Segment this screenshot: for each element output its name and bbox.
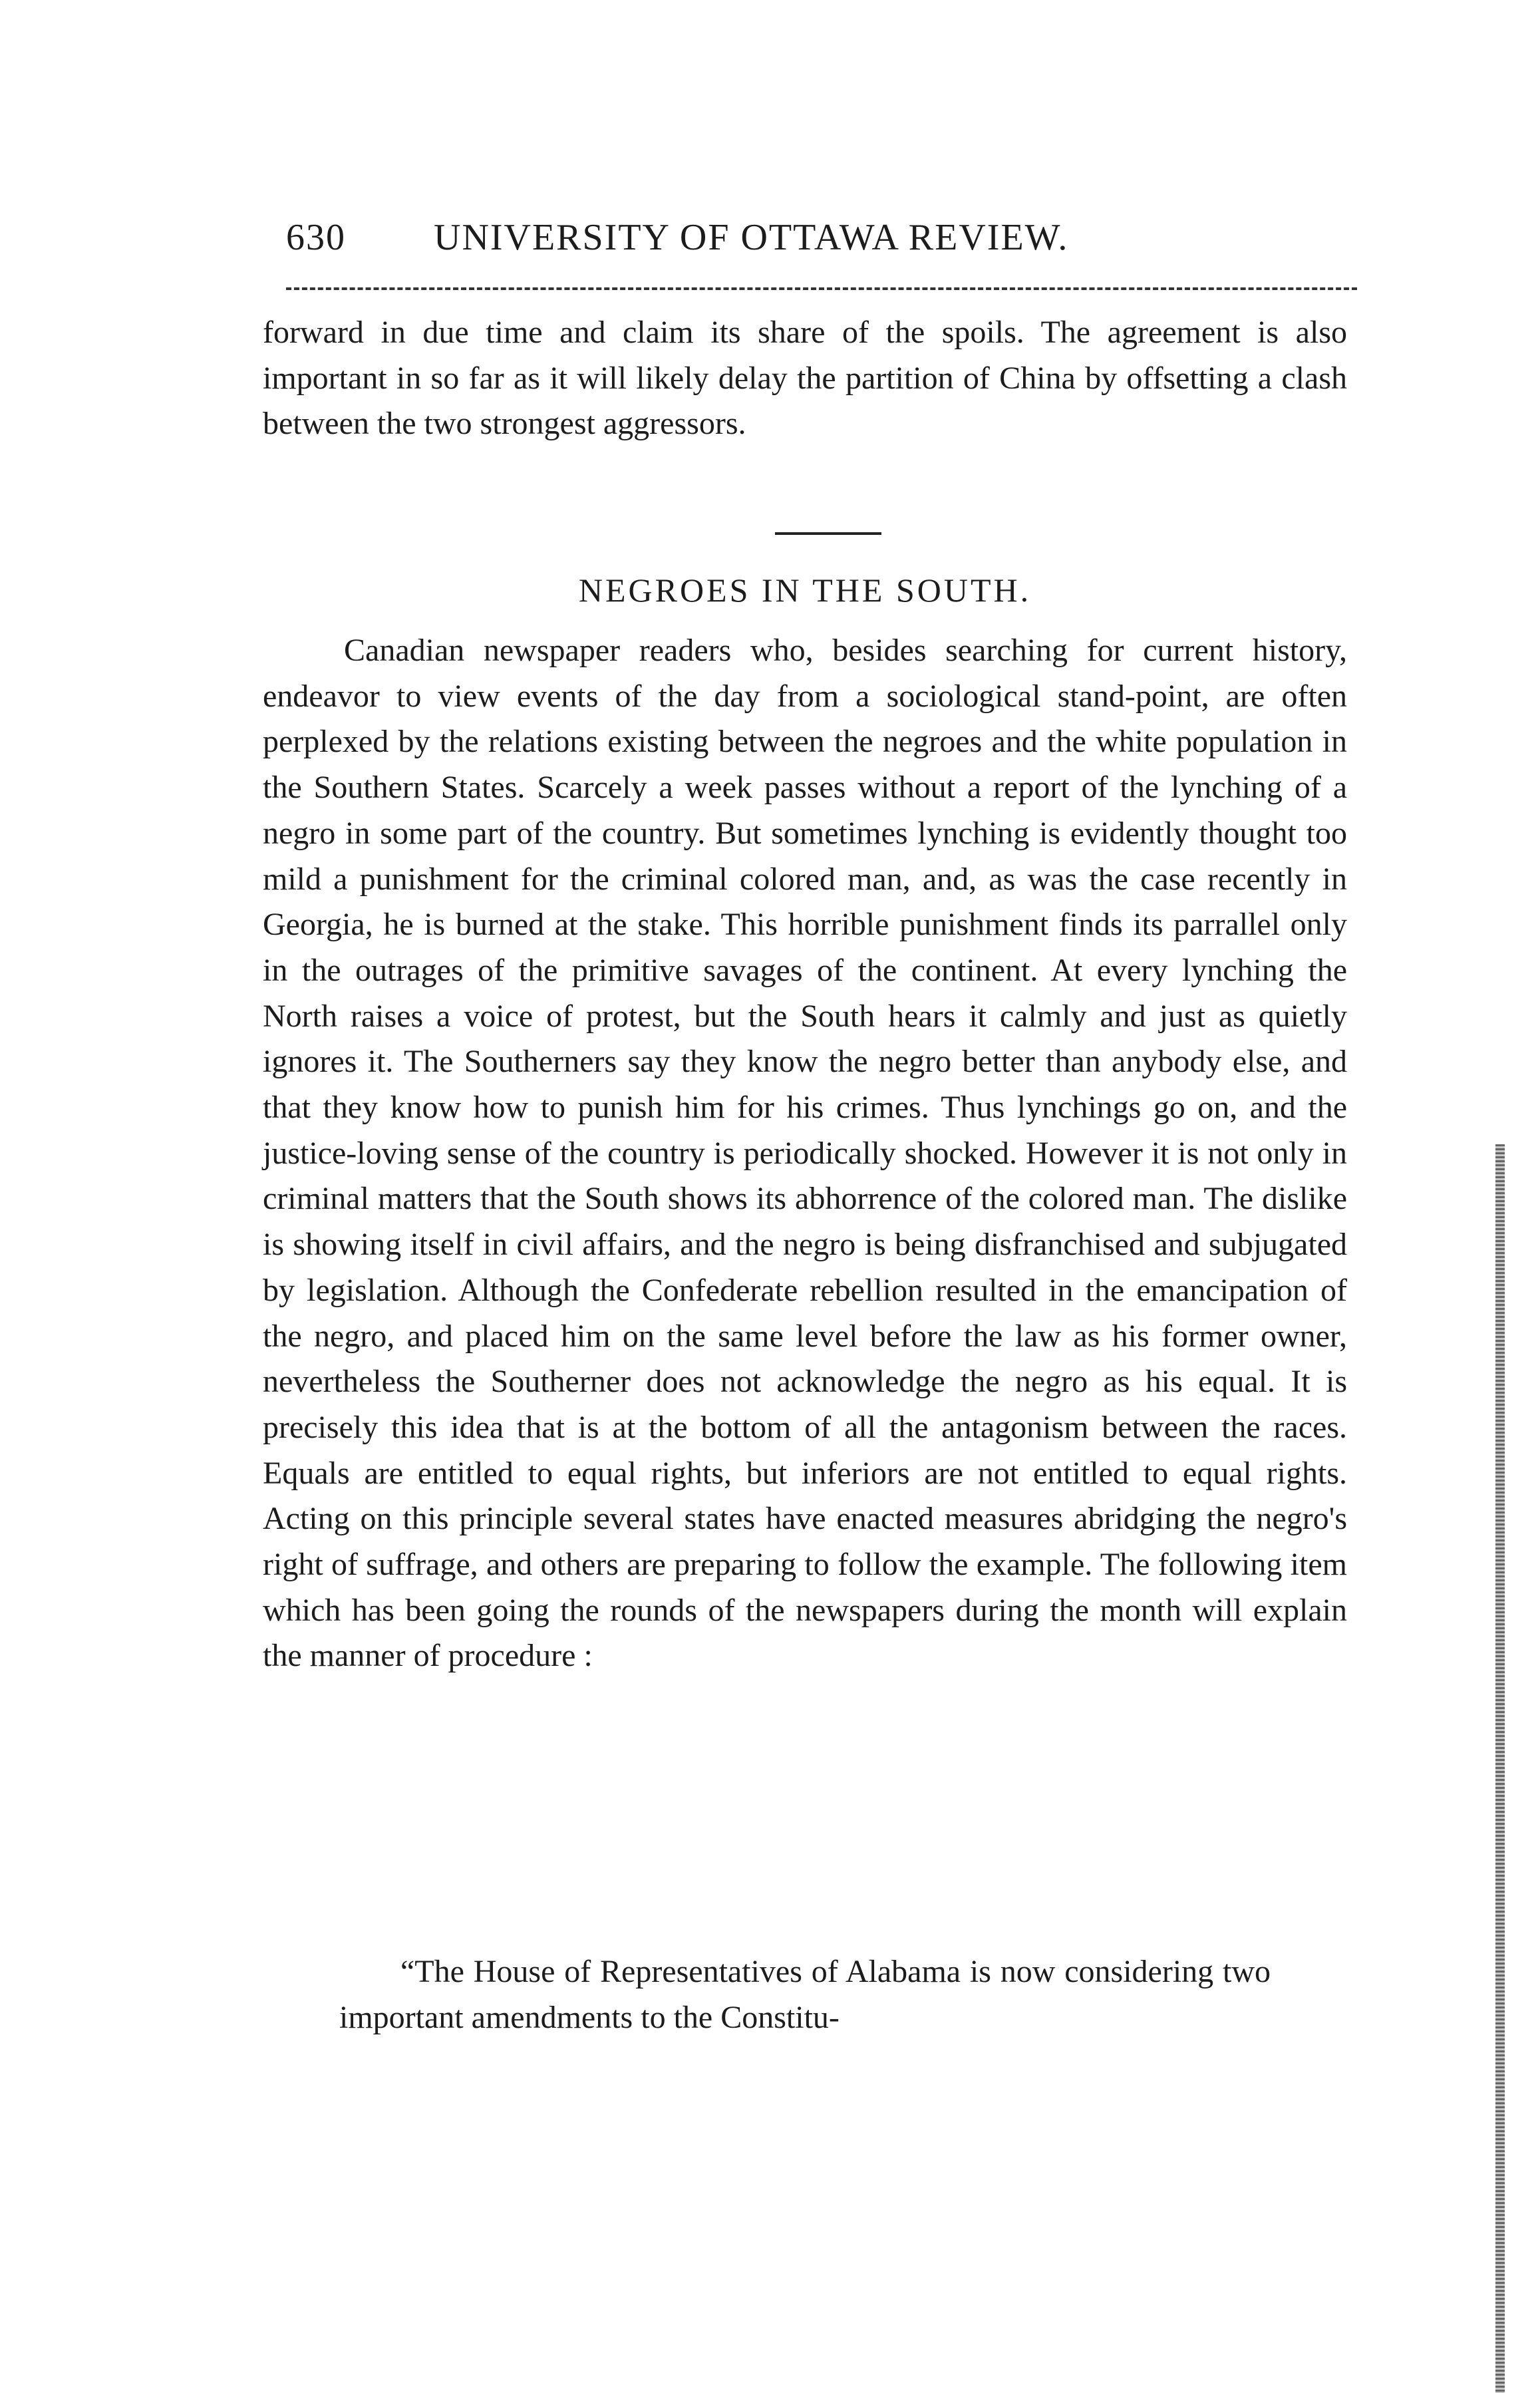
article-title: NEGROES IN THE SOUTH. — [578, 571, 1032, 609]
scan-binding-edge — [1495, 1144, 1505, 2393]
page-number: 630 — [286, 217, 346, 258]
running-head — [286, 216, 1357, 276]
article-paragraph: Canadian newspaper readers who, besides searching for current history, endeavor to view events of the day from a sociological stand-point, are often perplexed by the relations existing between the negroes and the white population in the Southern States. Scarcely a week passes without a report of the lynching of a negro in some part of the country. But sometimes lynching is evidently thought too mild a punishment for the criminal colored man, and, as was the case recently in Georgia, he is burned at the stake. This horrible punishment finds its parrallel only in the outrages of the primitive savages of the continent. At every lynching the North raises a voice of protest, but the South hears it calmly and just as quietly ignores it. The Southerners say they know the negro better than anybody else, and that they know how to punish him for his crimes. Thus lynchings go on, and the justice-loving sense of the country is periodically shocked. However it is not only in criminal matters that the South shows its abhorrence of the colored man. The dislike is showing itself in civil affairs, and the negro is being disfranchised and subjugated by legislation. Although the Confederate rebellion resulted in the emancipation of the negro, and placed him on the same level before the law as his former owner, nevertheless the Southerner does not acknowledge the negro as his equal. It is precisely this idea that is at the bottom of all the antagonism between the races. Equals are entitled to equal rights, but inferiors are not entitled to equal rights. Acting on this principle several states have enacted measures abridging the negro's right of suffrage, and others are preparing to follow the example. The following item which has been going the rounds of the newspapers during the month will explain the manner of procedure : — [263, 633, 1347, 1674]
block-quote: “The House of Representatives of Alabama is now considering two important amendments to the Constitu- — [339, 1954, 1271, 2035]
article-body — [263, 628, 1347, 1679]
section-divider — [775, 532, 881, 535]
header-rule — [286, 287, 1357, 290]
journal-title: UNIVERSITY OF OTTAWA REVIEW. — [434, 217, 1069, 258]
continuation-paragraph: forward in due time and claim its share of the spoils. The agreement is also important in so far as it will likely delay the partition of China by offsetting a clash between the two strongest aggressors. — [263, 315, 1347, 442]
